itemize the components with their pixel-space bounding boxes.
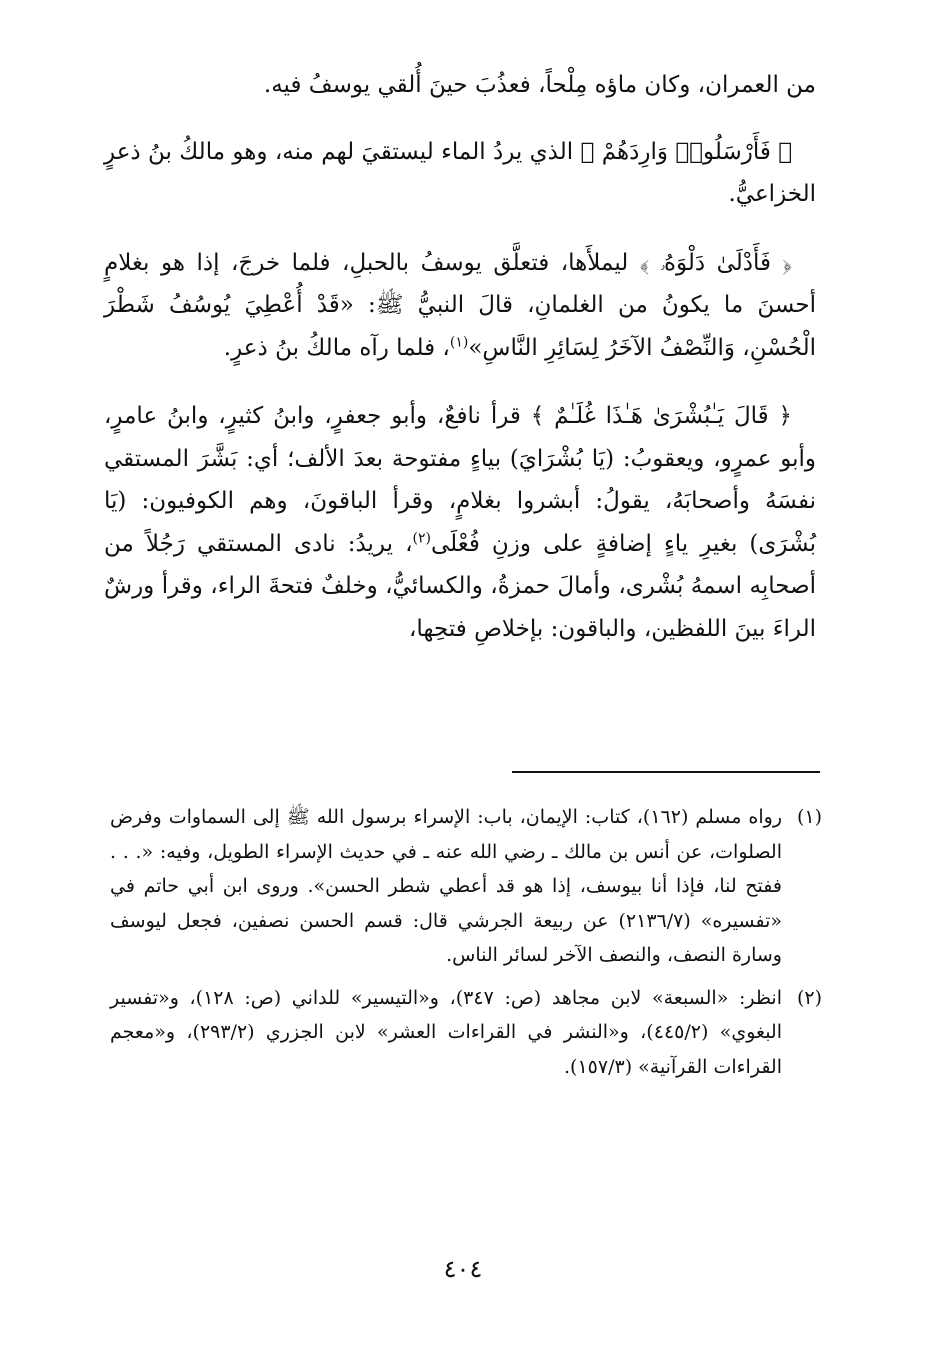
paragraph-4-text: قرأ نافعٌ، وأبو جعفرٍ، وابنُ كثيرٍ، وابنُ عامرٍ، وأبو عمرٍو، ويعقوبُ: (يَا بُشْرَايَ) بياءٍ مفتوحة بعدَ الألف؛ أي: بَشَّرَ المستقي نفسَهُ وأصحابَهُ، يقولُ: أبشروا بغلامٍ، وقرأ الباقونَ، وهم الكوفيون: (يَا بُشْرَى) بغيرِ ياءٍ إضافةٍ على وزنِ فُعْلَى xyxy=(104,403,816,557)
footnote-1 xyxy=(110,800,822,973)
quran-verse: ﴿ فَأَرْسَلُوا۟ وَارِدَهُمْ ﴾ xyxy=(580,138,792,165)
page-number: ٤٠٤ xyxy=(443,1255,483,1283)
paragraph-1 xyxy=(104,64,816,107)
quran-verse: ﴿ قَالَ يَـٰبُشْرَىٰ هَـٰذَا غُلَـٰمٌ ﴾ xyxy=(530,403,792,429)
footnote-ref-2[interactable]: (٢) xyxy=(412,529,431,546)
paragraph-3-text: ليملأَها، فتعلَّق يوسفُ بالحبلِ، فلما خرجَ، إذا هو بغلامٍ أحسنَ ما يكونُ من الغلمانِ، قالَ النبيُّ ﷺ: «قَدْ أُعْطِيَ يُوسُفُ شَطْرَ الْحُسْنِ، وَالنِّصْفُ الآخَرُ لِسَائِرِ النَّاسِ» xyxy=(104,249,816,361)
paragraph-1-text: من العمران، وكان ماؤه مِلْحاً، فعذُبَ حينَ أُلقي يوسفُ فيه. xyxy=(263,72,816,98)
paragraph-3 xyxy=(104,242,816,370)
footnote-separator xyxy=(512,771,820,773)
footnote-2 xyxy=(110,981,822,1085)
footnote-number: (١) xyxy=(796,806,822,828)
paragraph-2 xyxy=(104,131,816,216)
paragraph-2-text: الذي يردُ الماء ليستقيَ لهم منه، وهو مالكُ بنُ ذعرٍ الخزاعيُّ. xyxy=(104,138,816,207)
paragraph-4-tail: ، يريدُ: نادى المستقي رَجُلاً من أصحابِه اسمهُ بُشْرى، وأمالَ حمزةُ، والكسائيُّ، وخلفٌ فتحةَ الراء، وقرأ ورشٌ الراءَ بينَ اللفظين، والباقون: بإخلاصِ فتحِها، xyxy=(104,530,816,642)
footnote-ref-1[interactable]: (١) xyxy=(449,333,469,350)
footnote-number: (٢) xyxy=(796,986,822,1009)
footnote-text: رواه مسلم (١٦٢)، كتاب: الإيمان، باب: الإسراء برسول الله ﷺ إلى السماوات وفرض الصلوات، عن أنس بن مالك ـ رضي الله عنه ـ في حديث الإسراء الطويل، وفيه: «. . . ففتح لنا، فإذا أنا بيوسف، إذا هو قد أعطي شطر الحسن». وروى ابن أبي حاتم في «تفسيره» (٢١٣٦/٧) عن ربيعة الجرشي قال: قسم الحسن نصفين، فجعل ليوسف وسارة النصف، والنصف الآخر لسائر الناس. xyxy=(110,806,782,966)
footnote-text: انظر: «السبعة» لابن مجاهد (ص: ٣٤٧)، و«التيسير» للداني (ص: ١٢٨)، و«تفسير البغوي» (٤٤٥/٢)، و«النشر في القراءات العشر» لابن الجزري (٢٩٣/٢)، و«معجم القراءات القرآنية» (١٥٧/٣). xyxy=(110,986,782,1078)
quran-verse: ﴿ فَأَدْلَىٰ دَلْوَهُۥ ﴾ xyxy=(639,249,792,276)
main-text xyxy=(104,64,816,676)
paragraph-3-tail: ، فلما رآه مالكُ بنُ ذعرٍ. xyxy=(223,334,450,361)
paragraph-4 xyxy=(104,395,816,650)
footnotes xyxy=(110,800,822,1092)
